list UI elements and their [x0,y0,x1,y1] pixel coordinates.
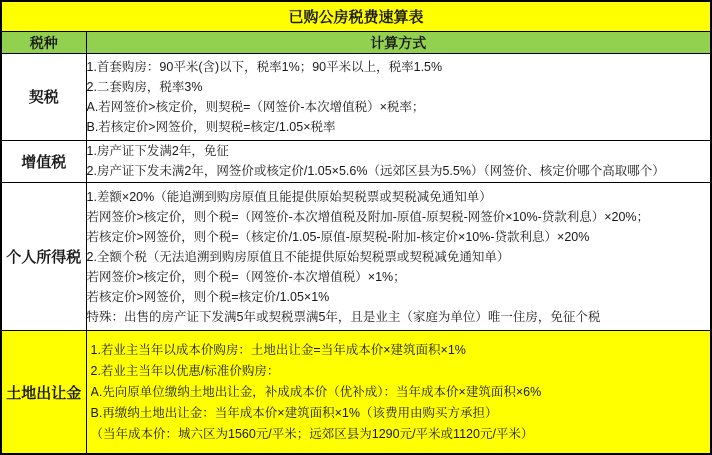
calc-line: 1.差额×20%（能追溯到购房原值且能提供原始契税票或契税减免通知单） [86,189,492,204]
calc-line: 若核定价>网签价，则个税=（核定价/1.05-原值-原契税-附加-核定价×10%-贷款利息）×20% [86,229,590,244]
row-label-land-transfer-fee: 土地出让金 [1,331,86,454]
calc-cell-vat [86,140,711,182]
calc-line: 1.若业主当年以成本价购房：土地出让金=当年成本价×建筑面积×1% [90,342,466,357]
calc-line: A.先向原单位缴纳土地出让金，补成成本价（优补成）：当年成本价×建筑面积×6% [90,384,542,399]
calc-line: B.再缴纳土地出让金：当年成本价×建筑面积×1%（该费用由购买方承担） [90,405,498,420]
calc-line: A.若网签价>核定价，则契税=（网签价-本次增值税）×税率； [86,99,425,114]
title-row [1,1,711,32]
header-calc-method: 计算方式 [86,32,711,54]
calc-cell-land-transfer-fee [86,331,711,454]
calc-line: 1.房产证下发满2年，免征 [86,144,229,159]
table-title: 已购公房税费速算表 [1,1,711,32]
calc-line: 2.全额个税（无法追溯到购房原值且不能提供原始契税票或契税减免通知单） [86,249,510,264]
calc-cell-deed-tax [86,54,711,140]
calc-line: 若网签价>核定价，则个税=（网签价-本次增值税）×1%； [86,269,406,284]
calc-line: 若核定价>网签价，则个税=核定价/1.05×1% [86,289,330,304]
calc-cell-personal-income-tax [86,182,711,331]
table-row-vat [1,140,711,182]
table-row-land-transfer-fee [1,331,711,454]
calc-line: B.若核定价>网签价，则契税=核定/1.05×税率 [86,119,336,134]
table-row-deed-tax [1,54,711,140]
calc-line: 2.若业主当年以优惠/标准价购房： [90,363,280,378]
calc-line: 2.房产证下发未满2年，网签价或核定价/1.05×5.6%（远郊区县为5.5%）（网签价、核定价哪个高取哪个） [86,164,665,179]
row-label-vat: 增值税 [1,140,86,182]
calc-line: 1.首套购房：90平米(含)以下，税率1%；90平米以上，税率1.5% [86,59,443,74]
header-row [1,32,711,54]
calc-line: 特殊：出售的房产证下发满5年或契税票满5年，且是业主（家庭为单位）唯一住房，免征个税 [86,309,601,324]
calc-line: 若网签价>核定价，则个税=（网签价-本次增值税及附加-原值-原契税-网签价×10%-贷款利息）×20%； [86,209,650,224]
header-tax-type: 税种 [1,32,86,54]
row-label-deed-tax: 契税 [1,54,86,140]
calc-line: （当年成本价：城六区为1560元/平米；远郊区县为1290元/平米或1120元/平米） [90,426,534,441]
row-label-personal-income-tax: 个人所得税 [1,182,86,331]
calc-line: 2.二套购房，税率3% [86,79,203,94]
table-row-personal-income-tax [1,182,711,331]
